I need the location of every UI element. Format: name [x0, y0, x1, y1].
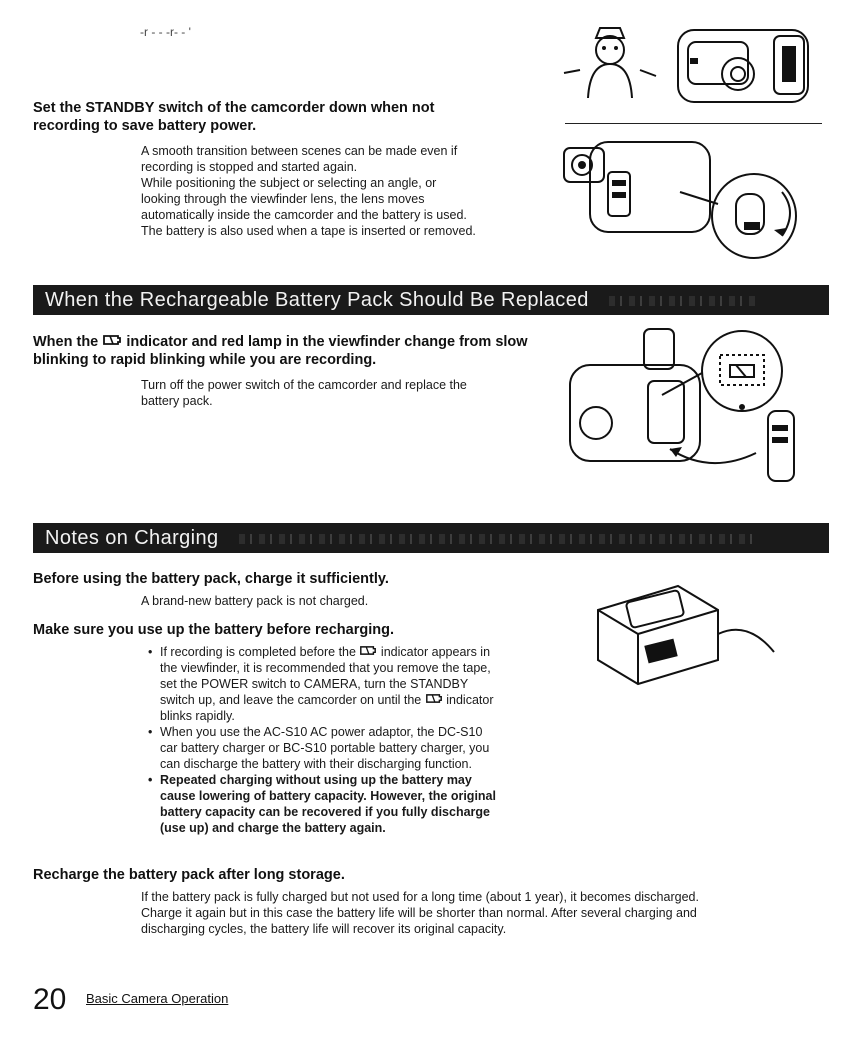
standby-line: automatically inside the camcorder and the battery is used.: [141, 208, 467, 222]
top-right-rule: [565, 123, 822, 124]
storage-body: [141, 889, 816, 937]
standby-line: The battery is also used when a tape is inserted or removed.: [141, 224, 476, 238]
standby-line: recording is stopped and started again.: [141, 160, 358, 174]
replace-line: battery pack.: [141, 394, 213, 408]
bullet1-line4-pre: switch up, and leave the camcorder on until the: [160, 693, 422, 707]
bullet1-line: blinks rapidly.: [160, 709, 235, 723]
replace-body: [141, 377, 561, 409]
battery-charger-illustration: [588, 580, 782, 690]
bullet3-line: (use up) and charge the battery again.: [160, 821, 386, 835]
banner-noise: [609, 296, 759, 306]
charging-bullets: [148, 644, 568, 836]
section-banner-title: When the Rechargeable Battery Pack Should Be Replaced: [45, 289, 589, 311]
section-banner-title: Notes on Charging: [45, 527, 219, 549]
camcorder-scene-illustration: [560, 18, 822, 110]
bullet1-line: set the POWER switch to CAMERA, turn the STANDBY: [160, 677, 469, 691]
bullet3-line: • Repeated charging without using up the battery may: [160, 773, 472, 787]
section-banner-replace: [33, 285, 829, 315]
replace-heading-post: indicator and red lamp in the viewfinder change from slow blinking to rapid blinking while you are recording.: [33, 334, 528, 368]
bullet1-line1-pre: If recording is completed before the: [160, 645, 356, 659]
standby-line: While positioning the subject or selecting an angle, or: [141, 176, 437, 190]
storage-heading: Recharge the battery pack after long storage.: [33, 867, 345, 883]
battery-indicator-icon: [102, 334, 122, 346]
replace-heading-pre: When the: [33, 334, 99, 350]
storage-line: discharging cycles, the battery life will recover its original capacity.: [141, 922, 507, 936]
bullet2-line: • When you use the AC-S10 AC power adaptor, the DC-S10: [160, 725, 483, 739]
page-number: 20: [33, 983, 67, 1016]
battery-indicator-icon: [425, 693, 443, 704]
before-use-text: A brand-new battery pack is not charged.: [141, 594, 369, 608]
footer-section-label: Basic Camera Operation: [86, 991, 229, 1006]
bullet-item: [148, 772, 568, 836]
bullet-item: [148, 644, 568, 724]
before-use-heading: Before using the battery pack, charge it sufficiently.: [33, 571, 389, 587]
bullet2-line: car battery charger or BC-S10 portable battery charger, you: [160, 741, 490, 755]
standby-heading: Set the STANDBY switch of the camcorder down when not recording to save battery power.: [33, 100, 435, 134]
banner-noise: [239, 534, 759, 544]
storage-line: If the battery pack is fully charged but not used for a long time (about 1 year), it becomes discharged.: [141, 890, 699, 904]
battery-indicator-icon: [359, 645, 377, 656]
storage-line: Charge it again but in this case the battery life will be shorter than normal. After several charging and: [141, 906, 697, 920]
use-up-heading: Make sure you use up the battery before recharging.: [33, 622, 394, 638]
replace-line: Turn off the power switch of the camcorder and replace the: [141, 378, 467, 392]
replace-heading: [33, 333, 553, 369]
bullet1-line1-post: indicator appears in: [380, 645, 491, 659]
bullet3-line: cause lowering of battery capacity. However, the original: [160, 789, 496, 803]
bullet3-line: battery capacity can be recovered if you fully discharge: [160, 805, 490, 819]
standby-line: looking through the viewfinder lens, the lens moves: [141, 192, 425, 206]
bullet1-line: the viewfinder, it is recommended that you remove the tape,: [160, 661, 491, 675]
bullet-item: [148, 724, 568, 772]
section-banner-charging: [33, 523, 829, 553]
standby-body: [141, 143, 561, 239]
top-fragment-text: -r - - -r- - ': [140, 25, 191, 39]
bullet1-line4-post: indicator: [446, 693, 494, 707]
bullet2-line: can discharge the battery with their discharging function.: [160, 757, 472, 771]
battery-replace-illustration: [560, 325, 822, 490]
standby-line: A smooth transition between scenes can be made even if: [141, 144, 458, 158]
standby-switch-illustration: [560, 132, 822, 262]
